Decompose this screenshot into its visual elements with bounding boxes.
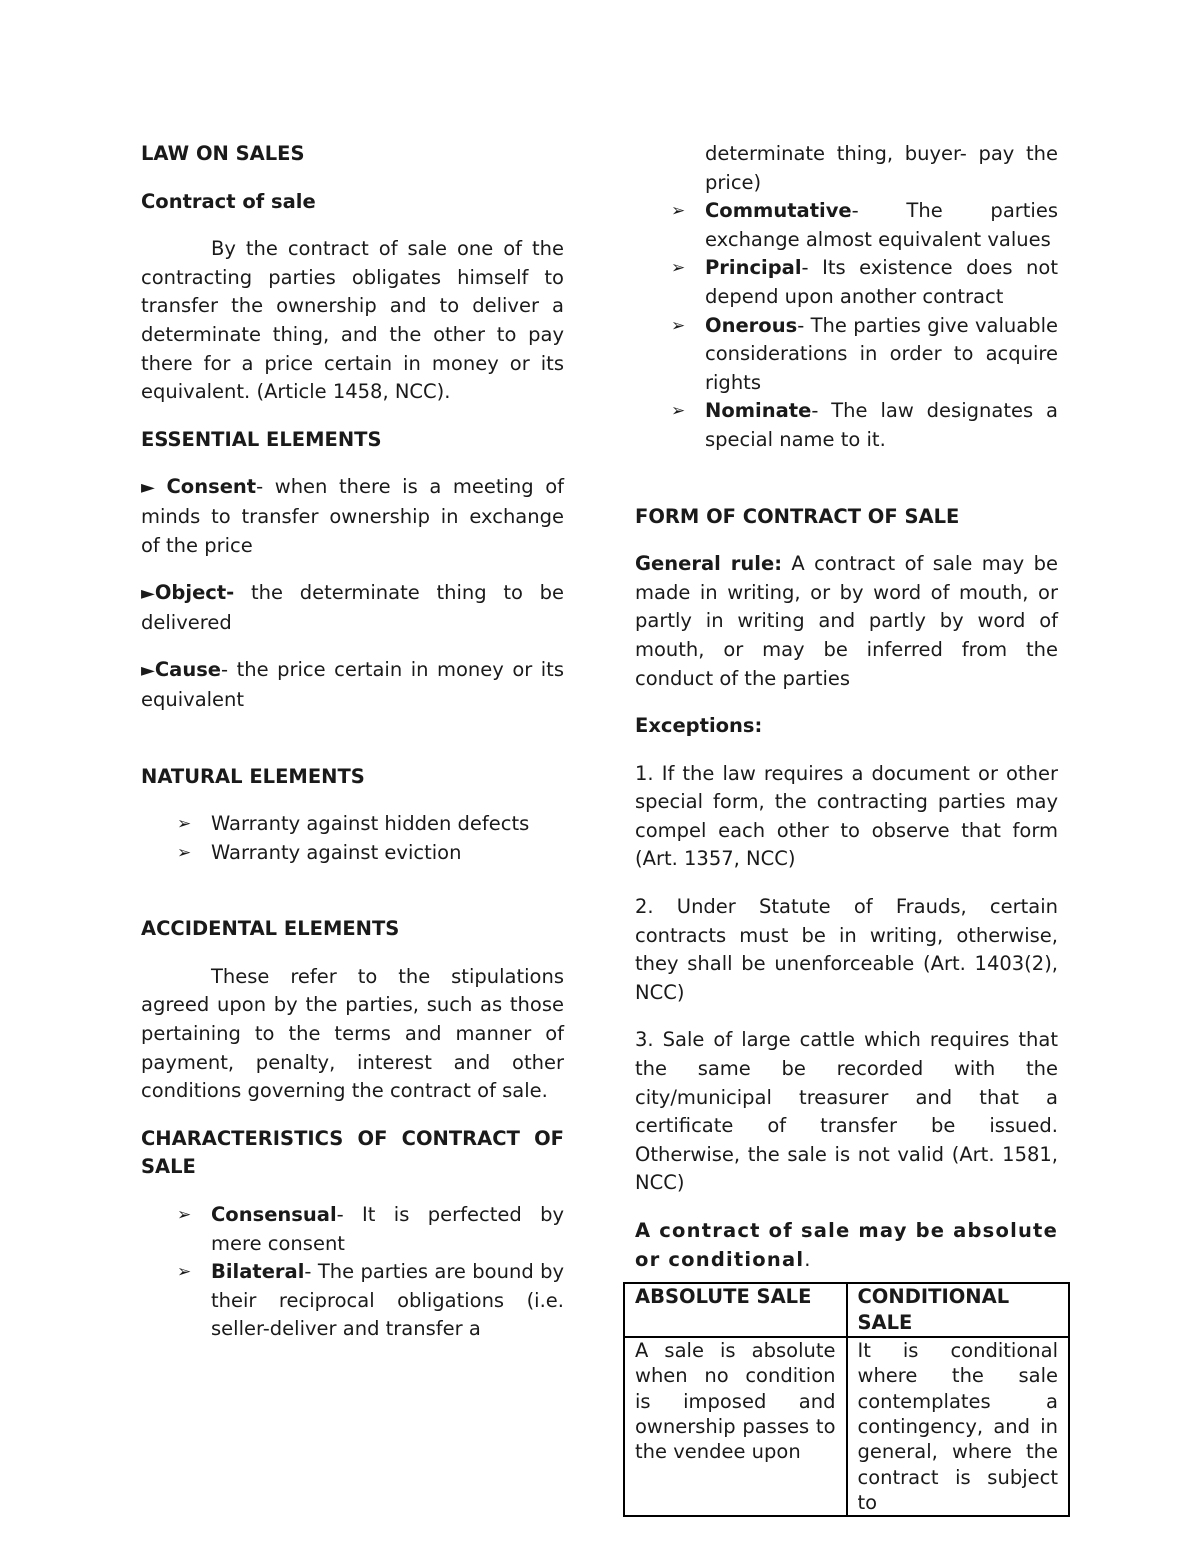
essential-elements-heading: ESSENTIAL ELEMENTS [141,427,382,451]
table-cell-absolute-sale: A sale is absolute when no condition is imposed and ownership passes to the vendee upon [624,1337,847,1516]
chevron-bullet-icon: ➢ [671,401,686,422]
natural-elements-heading: NATURAL ELEMENTS [141,764,365,788]
list-item: ➢ Consensual- It is perfected by mere consent [177,1203,564,1255]
table-cell-conditional-sale: It is conditional where the sale contemplates a contingency, and in general, where the contract is subject to [847,1337,1070,1516]
table-header-absolute-sale: ABSOLUTE SALE [624,1283,847,1337]
chevron-bullet-icon: ➢ [671,258,686,279]
natural-elements-list [141,810,564,867]
list-item: ➢ Warranty against eviction [141,839,564,868]
essential-element-object: ►Object- the determinate thing to be delivered [141,581,564,634]
table-header-row [624,1283,1069,1337]
list-item: ➢ Commutative- The parties exchange almost equivalent values [671,199,1058,251]
essential-element-cause: ►Cause- the price certain in money or its equivalent [141,658,564,711]
sale-comparison-table [623,1282,1070,1517]
list-item: ➢ Nominate- The law designates a special name to it. [671,399,1058,451]
exceptions-heading: Exceptions: [635,714,763,738]
triangle-bullet-icon: ► [141,660,155,682]
chevron-bullet-icon: ➢ [177,1205,192,1226]
list-item: ➢ Onerous- The parties give valuable considerations in order to acquire rights [671,313,1058,394]
chevron-bullet-icon: ➢ [177,842,192,863]
chevron-bullet-icon: ➢ [671,315,686,336]
general-rule-paragraph: General rule: A contract of sale may be made in writing, or by word of mouth, or partly in writing and partly by word of mouth, or may be inferred from the conduct of the parties [635,552,1059,690]
list-item: ➢ Warranty against hidden defects [141,810,564,839]
characteristics-heading: CHARACTERISTICS OF CONTRACT OF SALE [141,1126,564,1179]
chevron-bullet-icon: ➢ [177,1262,192,1283]
exception-item: 1. If the law requires a document or other special form, the contracting parties may compel each other to observe that form (Art. 1357, NCC) [635,761,1058,871]
list-item: determinate thing, buyer- pay the price) [705,142,1058,194]
chevron-bullet-icon: ➢ [177,814,192,835]
triangle-bullet-icon: ► [141,583,155,605]
essential-element-consent: ► Consent- when there is a meeting of minds to transfer ownership in exchange of the price [141,475,565,557]
chevron-bullet-icon: ➢ [671,201,686,222]
table-row [624,1337,1069,1516]
right-column [635,140,1058,1517]
document-title: LAW ON SALES [141,142,305,165]
exception-item: 2. Under Statute of Frauds, certain contracts must be in writing, otherwise, they shall be unenforceable (Art. 1403(2), NCC) [635,895,1058,1004]
exception-item: 3. Sale of large cattle which requires that the same be recorded with the city/municipal treasurer and that a certificate of transfer be issued. Otherwise, the sale is not valid (Art. 1581, NCC) [635,1028,1058,1195]
left-column [141,140,564,1344]
absolute-conditional-statement: A contract of sale may be absolute or conditional. [635,1219,1059,1271]
form-of-contract-heading: FORM OF CONTRACT OF SALE [635,504,960,528]
contract-of-sale-heading: Contract of sale [141,189,316,213]
characteristics-list-continued [635,140,1058,455]
list-item: ➢ Principal- Its existence does not depend upon another contract [671,256,1058,308]
contract-of-sale-definition: By the contract of sale one of the contracting parties obligates himself to transfer the ownership and to deliver a determinate thing, and the other to pay there for a price certain in money or its equivalent. (Article 1458, NCC). [141,237,564,404]
accidental-elements-heading: ACCIDENTAL ELEMENTS [141,917,400,941]
characteristics-list [141,1201,564,1344]
table-header-conditional-sale: CONDITIONAL SALE [847,1283,1070,1337]
triangle-bullet-icon: ► [141,477,167,499]
accidental-elements-text: These refer to the stipulations agreed upon by the parties, such as those pertaining to the terms and manner of payment, penalty, interest and other conditions governing the contract of sale. [141,964,564,1103]
list-item: ➢ Bilateral- The parties are bound by their reciprocal obligations (i.e. seller-deliver and transfer a [177,1260,564,1341]
